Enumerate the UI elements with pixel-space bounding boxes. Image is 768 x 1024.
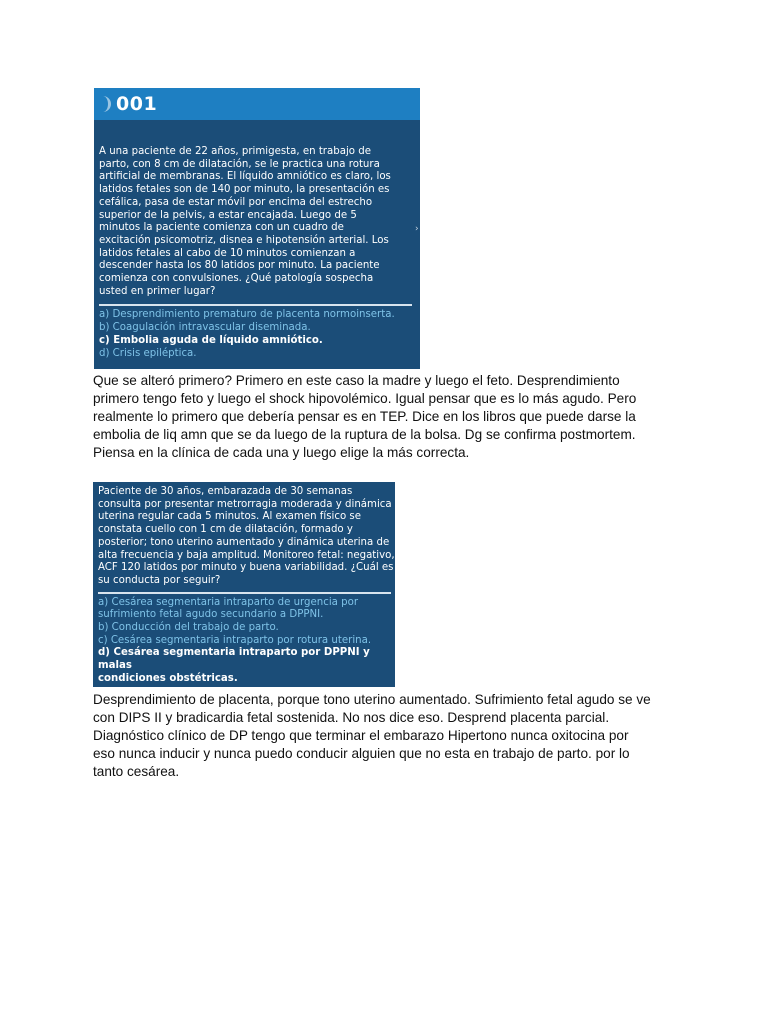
- option-a-line-1: a) Cesárea segmentaria intraparto de urgencia por: [98, 596, 359, 608]
- option-d-correct-line-2: condiciones obstétricas.: [98, 672, 238, 684]
- option-c-correct: c) Embolia aguda de líquido amniótico.: [99, 334, 323, 346]
- option-b: b) Conducción del trabajo de parto.: [98, 622, 279, 634]
- option-d-correct-line-1: d) Cesárea segmentaria intraparto por DPPNI y malas: [98, 647, 370, 672]
- option-a: a) Desprendimiento prematuro de placenta normoinserta.: [99, 309, 395, 321]
- question-card-001: [94, 88, 420, 369]
- question-header: [94, 88, 420, 120]
- option-a-line-2: sufrimiento fetal agudo secundario a DPPNI.: [98, 609, 324, 621]
- question-stem: A una paciente de 22 años, primigesta, en trabajo de parto, con 8 cm de dilatación, se le practica una rotura artificial de membranas. El líquido amniótico es claro, los latidos fetales son de 140 por minuto, la presentación es cefálica, pasa de estar móvil por encima del estrecho superior de la pelvis, a estar encajada. Luego de 5 minutos la paciente comienza con un cuadro de excitación psicomotriz, disnea e hipotensión arterial. Los latidos fetales al cabo de 10 minutos comienzan a descender hasta los 80 latidos por minuto. La paciente comienza con convulsiones. ¿Qué patología sospecha usted en primer lugar?: [99, 146, 391, 297]
- question-number: 001: [116, 93, 158, 115]
- brand-logo-icon: [96, 94, 110, 114]
- divider: [98, 592, 391, 594]
- explanation-paragraph-1: Que se alteró primero? Primero en este caso la madre y luego el feto. Desprendimiento primero tengo feto y luego el shock hipovolémico. Igual pensar que es lo más agudo. Pero realmente lo primero que debería pensar es en TEP. Dice en los libros que puede darse la embolia de liq amn que se da luego de la ruptura de la bolsa. Dg se confirma postmortem. Piensa en la clínica de cada una y luego elige la más correcta.: [93, 373, 637, 460]
- option-d: d) Crisis epiléptica.: [99, 347, 197, 359]
- question-card-2: [93, 482, 395, 687]
- question-stem: Paciente de 30 años, embarazada de 30 semanas consulta por presentar metrorragia moderada y dinámica uterina regular cada 5 minutos. Al examen físico se constata cuello con 1 cm de dilatación, formado y posterior; tono uterino aumentado y dinámica uterina de alta frecuencia y baja amplitud. Monitoreo fetal: negativo, ACF 120 latidos por minuto y buena variabilidad. ¿Cuál es su conducta por seguir?: [98, 486, 395, 586]
- option-b: b) Coagulación intravascular diseminada.: [99, 322, 311, 334]
- chevron-right-icon: ›: [415, 224, 419, 234]
- option-c: c) Cesárea segmentaria intraparto por rotura uterina.: [98, 634, 372, 646]
- divider: [99, 304, 412, 306]
- explanation-paragraph-2: Desprendimiento de placenta, porque tono uterino aumentado. Sufrimiento fetal agudo se ve con DIPS II y bradicardia fetal sostenida. No nos dice eso. Desprend placenta parcial. Diagnóstico clínico de DP tengo que terminar el embarazo Hipertono nunca oxitocina por eso nunca inducir y nunca puedo conducir alguien que no esta en trabajo de parto. por lo tanto cesárea.: [93, 692, 651, 779]
